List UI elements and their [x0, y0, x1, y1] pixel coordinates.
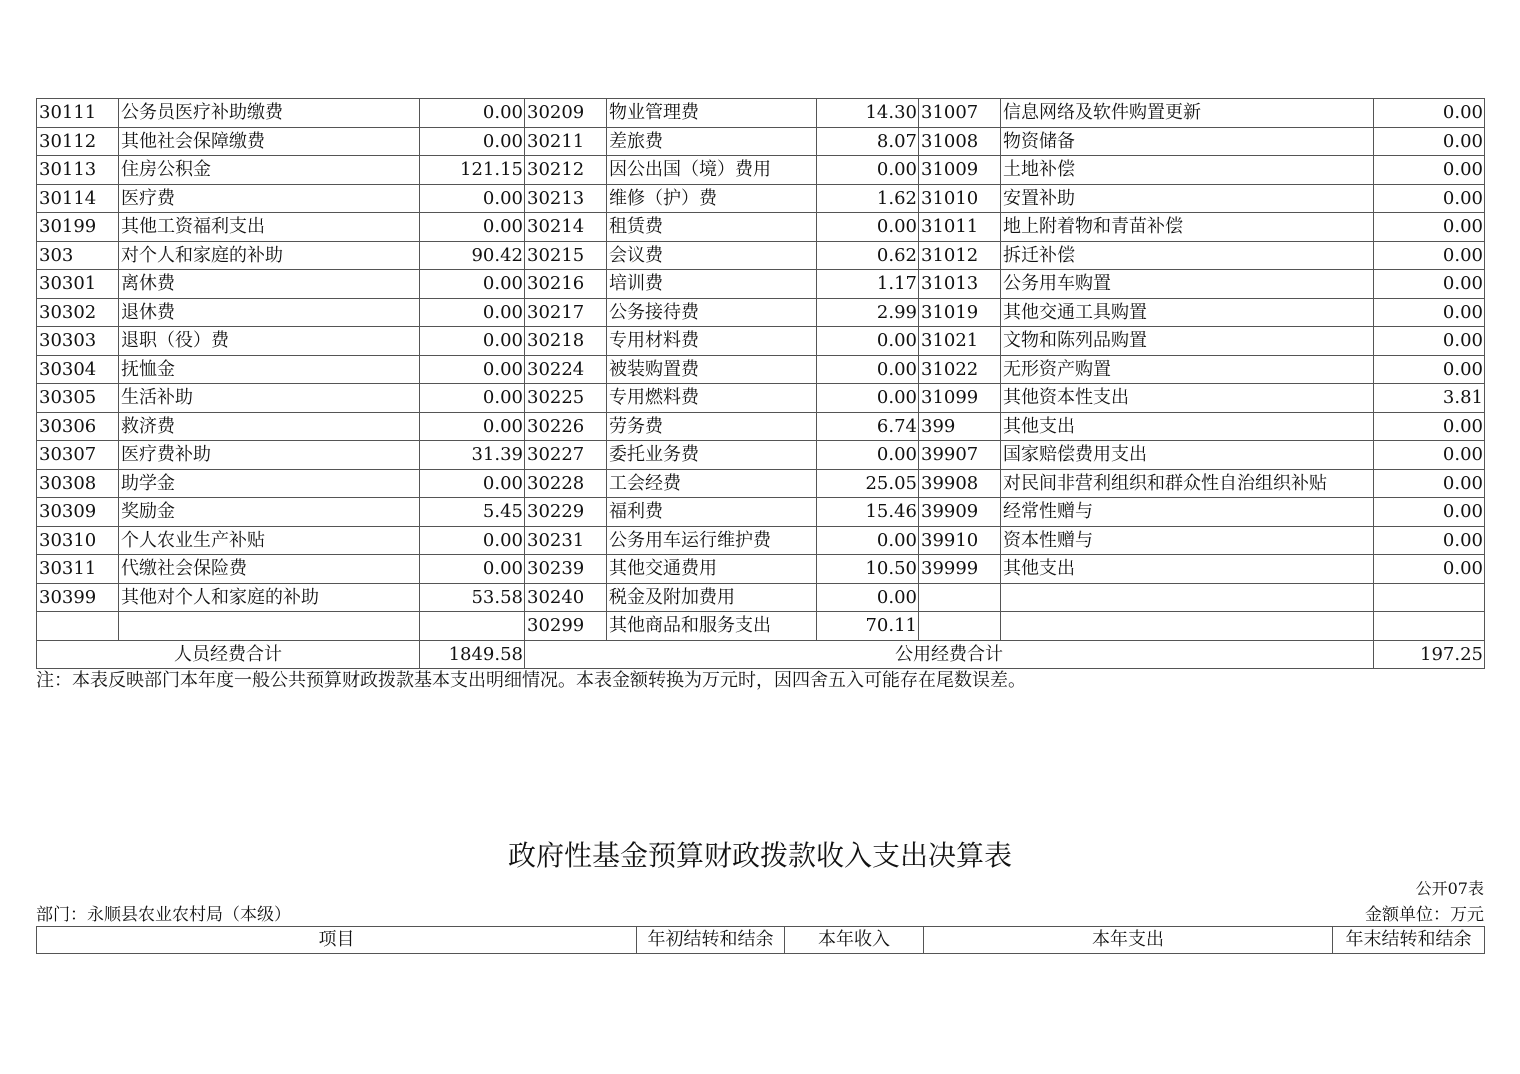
cell-code: 30306	[37, 412, 119, 441]
cell-code: 30114	[37, 184, 119, 213]
cell-amount: 0.00	[420, 469, 525, 498]
cell-amount: 1.17	[817, 270, 919, 299]
cell-name: 培训费	[607, 270, 817, 299]
cell-amount: 0.00	[420, 384, 525, 413]
cell-amount	[1374, 583, 1485, 612]
cell-code: 30399	[37, 583, 119, 612]
cell-amount: 0.00	[420, 327, 525, 356]
cell-name: 公务员医疗补助缴费	[119, 99, 420, 128]
cell-amount: 0.00	[817, 583, 919, 612]
table-row	[37, 270, 1485, 299]
cell-amount: 0.00	[420, 270, 525, 299]
cell-amount: 0.00	[420, 99, 525, 128]
cell-amount: 0.00	[1374, 184, 1485, 213]
cell-code: 39909	[919, 498, 1001, 527]
cell-name: 其他社会保障缴费	[119, 127, 420, 156]
cell-amount: 0.00	[420, 298, 525, 327]
cell-name: 抚恤金	[119, 355, 420, 384]
cell-amount: 0.00	[817, 355, 919, 384]
cell-name: 物资储备	[1001, 127, 1374, 156]
table-row	[37, 555, 1485, 584]
cell-code: 30299	[525, 612, 607, 641]
cell-name: 委托业务费	[607, 441, 817, 470]
cell-amount: 5.45	[420, 498, 525, 527]
table-row	[37, 355, 1485, 384]
cell-code: 30308	[37, 469, 119, 498]
cell-name	[1001, 612, 1374, 641]
department-label: 部门：永顺县农业农村局（本级）	[36, 905, 291, 925]
cell-code: 30226	[525, 412, 607, 441]
cell-name: 救济费	[119, 412, 420, 441]
cell-code: 31010	[919, 184, 1001, 213]
cell-amount: 0.00	[1374, 355, 1485, 384]
cell-code: 30216	[525, 270, 607, 299]
cell-code	[37, 612, 119, 641]
cell-code: 30229	[525, 498, 607, 527]
cell-code: 30218	[525, 327, 607, 356]
cell-name: 地上附着物和青苗补偿	[1001, 213, 1374, 242]
cell-name: 维修（护）费	[607, 184, 817, 213]
cell-amount: 0.00	[817, 327, 919, 356]
cell-name: 住房公积金	[119, 156, 420, 185]
table-row	[37, 384, 1485, 413]
detail-table-body	[37, 99, 1485, 641]
cell-amount: 31.39	[420, 441, 525, 470]
cell-name: 医疗费	[119, 184, 420, 213]
table-row	[37, 127, 1485, 156]
cell-code: 30225	[525, 384, 607, 413]
cell-code: 39999	[919, 555, 1001, 584]
cell-amount: 0.00	[1374, 469, 1485, 498]
cell-name: 国家赔偿费用支出	[1001, 441, 1374, 470]
cell-code: 31012	[919, 241, 1001, 270]
cell-amount: 3.81	[1374, 384, 1485, 413]
cell-name: 经常性赠与	[1001, 498, 1374, 527]
cell-amount: 0.00	[1374, 213, 1485, 242]
cell-amount: 2.99	[817, 298, 919, 327]
cell-amount: 0.00	[1374, 327, 1485, 356]
table-row	[37, 213, 1485, 242]
cell-amount: 0.00	[420, 355, 525, 384]
cell-amount: 53.58	[420, 583, 525, 612]
cell-name: 劳务费	[607, 412, 817, 441]
cell-amount: 0.00	[817, 441, 919, 470]
table-row	[37, 99, 1485, 128]
cell-name: 其他交通费用	[607, 555, 817, 584]
cell-name: 其他交通工具购置	[1001, 298, 1374, 327]
cell-name: 专用材料费	[607, 327, 817, 356]
cell-code: 30111	[37, 99, 119, 128]
cell-code: 30231	[525, 526, 607, 555]
cell-code: 31099	[919, 384, 1001, 413]
cell-code: 30310	[37, 526, 119, 555]
cell-code: 30239	[525, 555, 607, 584]
cell-amount: 0.00	[1374, 99, 1485, 128]
table-row	[37, 441, 1485, 470]
cell-code: 30215	[525, 241, 607, 270]
cell-code: 30214	[525, 213, 607, 242]
fund-header-row	[37, 927, 1485, 954]
cell-name: 其他工资福利支出	[119, 213, 420, 242]
cell-code: 30209	[525, 99, 607, 128]
cell-amount	[420, 612, 525, 641]
cell-name: 会议费	[607, 241, 817, 270]
cell-name: 土地补偿	[1001, 156, 1374, 185]
cell-name	[119, 612, 420, 641]
cell-amount: 90.42	[420, 241, 525, 270]
cell-name: 代缴社会保险费	[119, 555, 420, 584]
cell-name: 个人农业生产补贴	[119, 526, 420, 555]
personnel-total-value: 1849.58	[420, 640, 525, 669]
cell-name: 文物和陈列品购置	[1001, 327, 1374, 356]
cell-amount: 0.00	[1374, 555, 1485, 584]
cell-code: 30211	[525, 127, 607, 156]
cell-amount: 25.05	[817, 469, 919, 498]
cell-amount: 121.15	[420, 156, 525, 185]
cell-name: 差旅费	[607, 127, 817, 156]
cell-code: 39907	[919, 441, 1001, 470]
cell-amount	[1374, 612, 1485, 641]
cell-name: 退休费	[119, 298, 420, 327]
cell-code: 30303	[37, 327, 119, 356]
cell-code	[919, 583, 1001, 612]
cell-code: 303	[37, 241, 119, 270]
cell-amount: 0.62	[817, 241, 919, 270]
cell-name	[1001, 583, 1374, 612]
cell-amount: 10.50	[817, 555, 919, 584]
cell-name: 其他资本性支出	[1001, 384, 1374, 413]
cell-code: 31008	[919, 127, 1001, 156]
cell-amount: 15.46	[817, 498, 919, 527]
table-row	[37, 612, 1485, 641]
cell-code: 31022	[919, 355, 1001, 384]
cell-name: 生活补助	[119, 384, 420, 413]
cell-code: 30112	[37, 127, 119, 156]
cell-code: 39910	[919, 526, 1001, 555]
header-item: 项目	[37, 927, 637, 954]
table-row	[37, 298, 1485, 327]
cell-code: 30311	[37, 555, 119, 584]
cell-code: 30213	[525, 184, 607, 213]
cell-name: 其他支出	[1001, 555, 1374, 584]
cell-code: 31011	[919, 213, 1001, 242]
public-total-value: 197.25	[1374, 640, 1485, 669]
cell-amount: 0.00	[1374, 270, 1485, 299]
cell-code: 30309	[37, 498, 119, 527]
expenditure-detail-table	[36, 98, 1485, 669]
cell-amount: 0.00	[420, 555, 525, 584]
totals-row	[37, 640, 1485, 669]
cell-name: 税金及附加费用	[607, 583, 817, 612]
cell-code: 30307	[37, 441, 119, 470]
header-closing-balance: 年末结转和结余	[1333, 927, 1485, 954]
cell-amount: 0.00	[1374, 156, 1485, 185]
cell-name: 奖励金	[119, 498, 420, 527]
amount-unit-label: 金额单位：万元	[1365, 905, 1484, 925]
cell-amount: 1.62	[817, 184, 919, 213]
cell-name: 福利费	[607, 498, 817, 527]
cell-amount: 14.30	[817, 99, 919, 128]
cell-amount: 8.07	[817, 127, 919, 156]
table-row	[37, 469, 1485, 498]
cell-name: 拆迁补偿	[1001, 241, 1374, 270]
cell-amount: 0.00	[1374, 526, 1485, 555]
cell-name: 对个人和家庭的补助	[119, 241, 420, 270]
cell-name: 公务接待费	[607, 298, 817, 327]
fund-budget-table	[36, 926, 1485, 954]
cell-name: 被装购置费	[607, 355, 817, 384]
cell-name: 其他对个人和家庭的补助	[119, 583, 420, 612]
table-note: 注：本表反映部门本年度一般公共预算财政拨款基本支出明细情况。本表金额转换为万元时，因四舍五入可能存在尾数误差。	[36, 670, 1026, 691]
cell-amount: 0.00	[817, 526, 919, 555]
table-row	[37, 327, 1485, 356]
cell-amount: 0.00	[1374, 241, 1485, 270]
cell-code: 31007	[919, 99, 1001, 128]
cell-name: 无形资产购置	[1001, 355, 1374, 384]
cell-code: 31021	[919, 327, 1001, 356]
cell-code: 31013	[919, 270, 1001, 299]
cell-amount: 0.00	[420, 526, 525, 555]
table-row	[37, 583, 1485, 612]
header-annual-expenditure: 本年支出	[924, 927, 1333, 954]
cell-amount: 0.00	[1374, 127, 1485, 156]
cell-amount: 0.00	[420, 184, 525, 213]
table-row	[37, 241, 1485, 270]
table-row	[37, 412, 1485, 441]
cell-code: 30228	[525, 469, 607, 498]
header-annual-income: 本年收入	[785, 927, 924, 954]
cell-code: 30304	[37, 355, 119, 384]
cell-code: 31019	[919, 298, 1001, 327]
cell-name: 信息网络及软件购置更新	[1001, 99, 1374, 128]
cell-name: 物业管理费	[607, 99, 817, 128]
public-total-label: 公用经费合计	[525, 640, 1374, 669]
header-opening-balance: 年初结转和结余	[637, 927, 785, 954]
personnel-total-label: 人员经费合计	[37, 640, 420, 669]
cell-code: 30113	[37, 156, 119, 185]
cell-name: 退职（役）费	[119, 327, 420, 356]
cell-amount: 6.74	[817, 412, 919, 441]
cell-code: 30240	[525, 583, 607, 612]
cell-name: 公务用车运行维护费	[607, 526, 817, 555]
cell-name: 对民间非营利组织和群众性自治组织补贴	[1001, 469, 1374, 498]
cell-amount: 0.00	[1374, 298, 1485, 327]
cell-code: 399	[919, 412, 1001, 441]
cell-amount: 0.00	[420, 213, 525, 242]
cell-code: 30212	[525, 156, 607, 185]
cell-code: 30302	[37, 298, 119, 327]
cell-name: 因公出国（境）费用	[607, 156, 817, 185]
cell-amount: 0.00	[1374, 412, 1485, 441]
cell-name: 租赁费	[607, 213, 817, 242]
cell-amount: 0.00	[1374, 498, 1485, 527]
cell-amount: 0.00	[420, 127, 525, 156]
cell-name: 医疗费补助	[119, 441, 420, 470]
table-row	[37, 156, 1485, 185]
cell-code: 30217	[525, 298, 607, 327]
cell-code	[919, 612, 1001, 641]
table-row	[37, 498, 1485, 527]
cell-code: 30199	[37, 213, 119, 242]
cell-amount: 0.00	[817, 384, 919, 413]
cell-code: 39908	[919, 469, 1001, 498]
cell-amount: 0.00	[420, 412, 525, 441]
cell-name: 其他商品和服务支出	[607, 612, 817, 641]
cell-amount: 0.00	[1374, 441, 1485, 470]
fund-table-title: 政府性基金预算财政拨款收入支出决算表	[507, 839, 1012, 872]
cell-name: 其他支出	[1001, 412, 1374, 441]
cell-name: 助学金	[119, 469, 420, 498]
cell-code: 31009	[919, 156, 1001, 185]
table-row	[37, 526, 1485, 555]
cell-amount: 0.00	[817, 213, 919, 242]
cell-code: 30224	[525, 355, 607, 384]
cell-code: 30227	[525, 441, 607, 470]
cell-name: 离休费	[119, 270, 420, 299]
cell-name: 安置补助	[1001, 184, 1374, 213]
table-code: 公开07表	[1415, 879, 1484, 898]
cell-name: 专用燃料费	[607, 384, 817, 413]
cell-code: 30301	[37, 270, 119, 299]
cell-amount: 70.11	[817, 612, 919, 641]
cell-name: 资本性赠与	[1001, 526, 1374, 555]
cell-amount: 0.00	[817, 156, 919, 185]
table-row	[37, 184, 1485, 213]
cell-code: 30305	[37, 384, 119, 413]
cell-name: 工会经费	[607, 469, 817, 498]
cell-name: 公务用车购置	[1001, 270, 1374, 299]
